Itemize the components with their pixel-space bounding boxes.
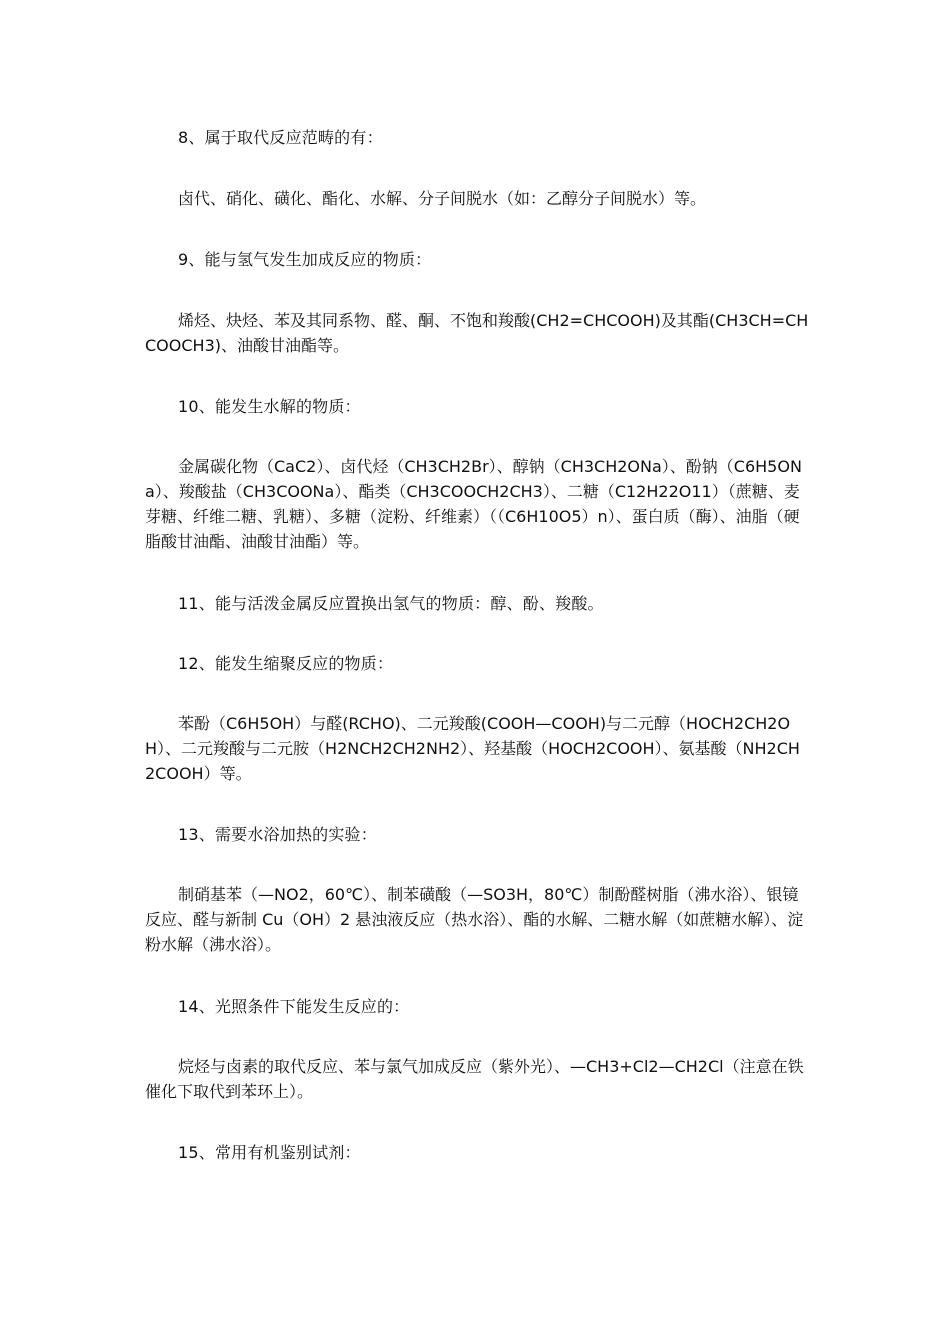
- section-13-body: 制硝基苯（—NO2，60℃）、制苯磺酸（—SO3H，80℃）制酚醛树脂（沸水浴）、银镜反应、醛与新制 Cu（OH）2 悬浊液反应（热水浴）、酯的水解、二糖水解（如蔗糖水解）、淀粉水解（沸水浴）。: [145, 885, 804, 954]
- section-9-heading: 9、能与氢气发生加成反应的物质：: [178, 250, 432, 269]
- section-9-body: 烯烃、炔烃、苯及其同系物、醛、酮、不饱和羧酸(CH2=CHCOOH)及其酯(CH3CH=CHCOOCH3)、油酸甘油酯等。: [145, 311, 809, 355]
- section-12-body: 苯酚（C6H5OH）与醛(RCHO)、二元羧酸(COOH—COOH)与二元醇（HOCH2CH2OH）、二元羧酸与二元胺（H2NCH2CH2NH2）、羟基酸（HOCH2COOH）、氨基酸（NH2CH2COOH）等。: [145, 714, 800, 783]
- section-8-heading: 8、属于取代反应范畴的有：: [178, 128, 383, 147]
- section-10-body: 金属碳化物（CaC2）、卤代烃（CH3CH2Br）、醇钠（CH3CH2ONa）、酚钠（C6H5ONa）、羧酸盐（CH3COONa）、酯类（CH3COOCH2CH3）、二糖（C12H22O11）（蔗糖、麦芽糖、纤维二糖、乳糖）、多糖（淀粉、纤维素）（（C6H10O5）n）、蛋白质（酶）、油脂（硬脂酸甘油酯、油酸甘油酯）等。: [145, 457, 802, 551]
- section-11-heading: 11、能与活泼金属反应置换出氢气的物质：醇、酚、羧酸。: [178, 594, 604, 613]
- section-14-body: 烷烃与卤素的取代反应、苯与氯气加成反应（紫外光）、—CH3+Cl2—CH2Cl（注意在铁催化下取代到苯环上）。: [145, 1057, 804, 1101]
- section-12-heading: 12、能发生缩聚反应的物质：: [178, 654, 394, 673]
- section-10-heading: 10、能发生水解的物质：: [178, 397, 361, 416]
- section-15-heading: 15、常用有机鉴别试剂：: [178, 1143, 361, 1162]
- section-13-heading: 13、需要水浴加热的实验：: [178, 825, 377, 844]
- section-14-heading: 14、光照条件下能发生反应的：: [178, 997, 410, 1016]
- section-8-body: 卤代、硝化、磺化、酯化、水解、分子间脱水（如：乙醇分子间脱水）等。: [178, 189, 707, 208]
